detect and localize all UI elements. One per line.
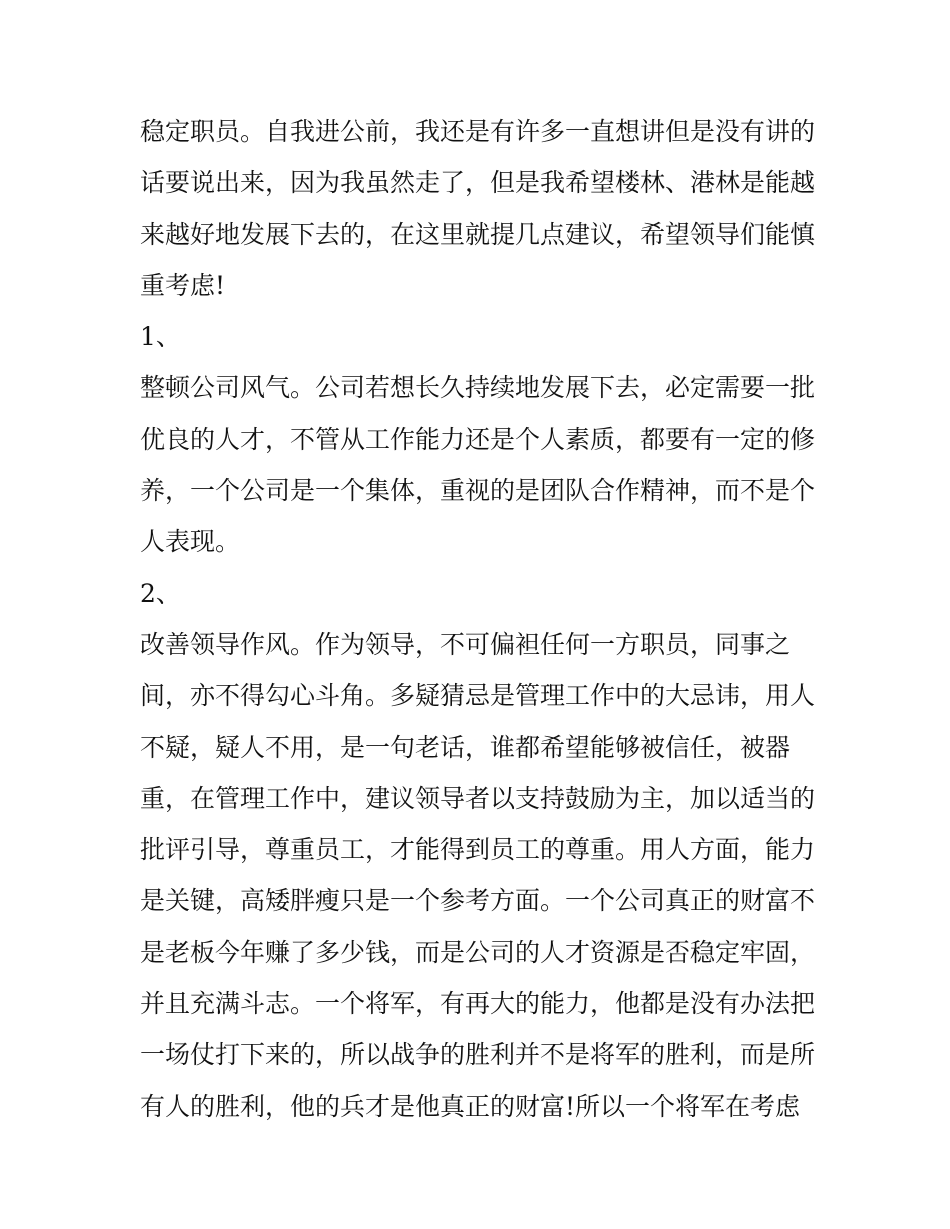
text-line: 整顿公司风气。公司若想长久持续地发展下去，必定需要一批: [140, 373, 816, 403]
text-line: 一场仗打下来的，所以战争的胜利并不是将军的胜利，而是所: [140, 1040, 816, 1070]
text-line: 是老板今年赚了多少钱，而是公司的人才资源是否稳定牢固，: [140, 937, 816, 967]
text-line: 人表现。: [140, 527, 241, 557]
text-line: 批评引导，尊重员工，才能得到员工的尊重。用人方面，能力: [140, 835, 816, 865]
text-line: 话要说出来，因为我虽然走了，但是我希望楼林、港林是能越: [140, 168, 816, 198]
text-line: 改善领导作风。作为领导，不可偏袒任何一方职员，同事之: [140, 629, 791, 659]
list-number: 1、: [140, 322, 181, 352]
text-line: 重考虑!: [140, 270, 226, 300]
text-line: 并且充满斗志。一个将军，有再大的能力，他都是没有办法把: [140, 989, 816, 1019]
body-text: [140, 106, 820, 1132]
list-number: 2、: [140, 578, 181, 608]
text-line: 间，亦不得勾心斗角。多疑猜忌是管理工作中的大忌讳，用人: [140, 681, 816, 711]
text-line: 来越好地发展下去的，在这里就提几点建议，希望领导们能慎: [140, 219, 816, 249]
text-line: 是关键，高矮胖瘦只是一个参考方面。一个公司真正的财富不: [140, 886, 816, 916]
text-line: 优良的人才，不管从工作能力还是个人素质，都要有一定的修: [140, 424, 816, 454]
text-line: 不疑，疑人不用，是一句老话，谁都希望能够被信任，被器: [140, 732, 791, 762]
text-line: 重，在管理工作中，建议领导者以支持鼓励为主，加以适当的: [140, 783, 816, 813]
text-line: 养，一个公司是一个集体，重视的是团队合作精神，而不是个: [140, 476, 816, 506]
text-line: 有人的胜利，他的兵才是他真正的财富!所以一个将军在考虑: [140, 1091, 801, 1121]
text-line: 稳定职员。自我进公前，我还是有许多一直想讲但是没有讲的: [140, 117, 816, 146]
